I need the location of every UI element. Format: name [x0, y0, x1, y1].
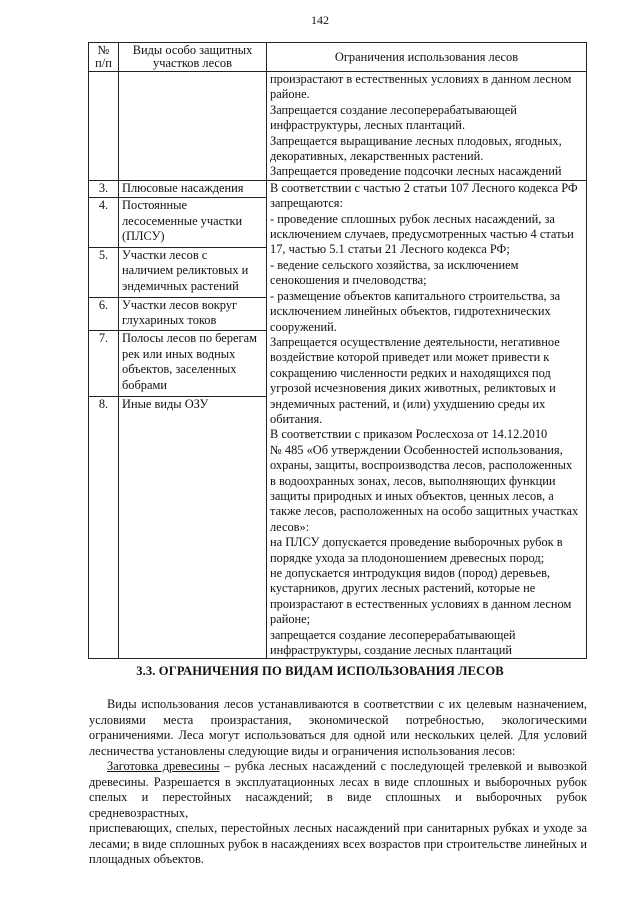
area-type-line: рек или иных водных	[122, 346, 236, 361]
row-number: 7.	[89, 331, 119, 397]
restriction-line: сокращению численности редких и находящихся под	[270, 365, 551, 380]
area-type-line: Участки лесов с	[122, 247, 208, 262]
restriction-line: Запрещается выращивание лесных плодовых, ягодных,	[270, 133, 562, 148]
header-area-types	[119, 43, 267, 72]
restriction-line: также лесов, расположенных на особо защитных участках	[270, 504, 579, 519]
restriction-line: 17, частью 5.1 статьи 21 Лесного кодекса РФ;	[270, 242, 510, 257]
area-type-line: бобрами	[122, 377, 167, 392]
restriction-line: произрастают в естественных условиях в данном лесном	[270, 596, 572, 611]
area-type-line: эндемичных растений	[122, 278, 239, 293]
area-type	[119, 297, 267, 331]
row-number: 4.	[89, 198, 119, 248]
row-number: 6.	[89, 297, 119, 331]
paragraph-line: лесами; в виде сплошных рубок в насаждениях всех возрастов при строительстве линейных и	[89, 836, 587, 851]
restriction-line: воздействие которой приведет или может привести к	[270, 350, 550, 365]
restriction-line: произрастают в естественных условиях в данном лесном	[270, 72, 572, 86]
area-type	[119, 180, 267, 197]
restriction-line: исключением линейных объектов, гидротехнических	[270, 304, 551, 319]
restriction-line: запрещаются:	[270, 196, 343, 211]
paragraph-line: древесины. Разрешается в эксплуатационных лесах в виде сплошных и выборочных рубок	[89, 774, 587, 789]
cell-type-empty	[119, 72, 267, 181]
restriction-line: В соответствии с частью 2 статьи 107 Лесного кодекса РФ	[270, 180, 578, 195]
restriction-line: декоративных, лекарственных растений.	[270, 149, 484, 164]
paragraph-line: ограничениями. Леса могут использоваться для одной или нескольких целей. Для условий	[89, 728, 587, 742]
restriction-line: Запрещается осуществление деятельности, негативное	[270, 334, 560, 349]
restriction-line: Запрещается проведение подсочки лесных насаждений	[270, 164, 562, 179]
restriction-line: № 485 «Об утверждении Особенностей использования,	[270, 442, 563, 457]
restriction-line: сооружений.	[270, 319, 337, 334]
restriction-line: защиты природных и иных объектов, ценных лесов, а	[270, 488, 554, 503]
restriction-line: - размещение объектов капитального строительства, за	[270, 288, 561, 303]
restriction-line: сенокошения и пчеловодства;	[270, 273, 427, 288]
restriction-line: Запрещается создание лесоперерабатывающей	[270, 102, 517, 117]
restriction-line: угрозой исчезновения диких животных, реликтовых и	[270, 381, 556, 396]
area-type-line: лесосеменные участки	[122, 213, 243, 228]
row-number: 8.	[89, 397, 119, 659]
area-type-line: глухариных токов	[122, 313, 217, 328]
restriction-line: на ПЛСУ допускается проведение выборочных рубок в	[270, 535, 563, 550]
header-number-line: №	[97, 43, 110, 57]
header-area-types-line: участков лесов	[153, 56, 232, 70]
restriction-line: инфраструктуры, создание лесных плантаций	[270, 643, 512, 658]
row-number: 5.	[89, 247, 119, 297]
restriction-line: в водоохранных зонах, лесов, выполняющих функции	[270, 473, 556, 488]
paragraph-line: лесничества установлены следующие виды и ограничения использования лесов:	[89, 743, 516, 758]
restriction-line: порядке ухода за плодоношением древесных пород;	[270, 550, 545, 565]
restriction-line: В соответствии с приказом Рослесхоза от 14.12.2010	[270, 427, 548, 442]
area-type-line: Постоянные	[122, 198, 187, 213]
restriction-line: инфраструктуры, лесных плантаций.	[270, 118, 466, 133]
header-area-types-line: Виды особо защитных	[132, 43, 253, 57]
restriction-line: - проведение сплошных рубок лесных насаждений, за	[270, 211, 555, 226]
header-restrictions: Ограничения использования лесов	[267, 43, 587, 72]
section-body	[89, 697, 587, 868]
header-number-line: п/п	[95, 56, 112, 70]
restriction-line: - ведение сельского хозяйства, за исключением	[270, 257, 519, 272]
restriction-line: эндемичных растений, и (или) ухудшению среды их	[270, 396, 546, 411]
paragraph-line: площадных объектов.	[89, 852, 204, 866]
table-row	[89, 180, 587, 197]
area-type	[119, 331, 267, 397]
table-row-continuation	[89, 72, 587, 181]
paragraph-line: спелых и перестойных насаждений; в виде сплошных и выборочных рубок средневозрастных,	[89, 790, 587, 820]
area-type-line: Плюсовые насаждения	[122, 180, 244, 195]
restriction-line: кустарников, других лесных растений, которые не	[270, 581, 536, 596]
row-number: 3.	[89, 180, 119, 197]
restriction-line: районе.	[270, 87, 310, 102]
area-type-line: (ПЛСУ)	[122, 228, 165, 243]
section-heading: 3.3. ОГРАНИЧЕНИЯ ПО ВИДАМ ИСПОЛЬЗОВАНИЯ ЛЕСОВ	[136, 664, 504, 678]
area-type-line: Иные виды ОЗУ	[122, 397, 209, 412]
area-type-line: наличием реликтовых и	[122, 263, 249, 278]
restriction-line: лесов»:	[270, 519, 310, 534]
paragraph-line	[89, 759, 587, 775]
restriction-line: запрещается создание лесоперерабатывающей	[270, 627, 516, 642]
area-type-line: Полосы лесов по берегам	[122, 331, 257, 346]
page-number: 142	[311, 13, 329, 27]
term-definition: – рубка лесных насаждений с последующей трелевкой и вывозкой	[219, 759, 587, 773]
area-type-line: Участки лесов вокруг	[122, 297, 238, 312]
term-underlined: Заготовка древесины	[107, 759, 220, 773]
area-type	[119, 247, 267, 297]
restriction-line: районе;	[270, 612, 311, 627]
paragraph-line: Виды использования лесов устанавливаются в соответствии с их целевым назначением,	[107, 697, 587, 711]
area-type	[119, 198, 267, 248]
header-number	[89, 43, 119, 72]
shared-restrictions	[267, 180, 587, 659]
table-header-row	[89, 43, 587, 72]
protective-areas-table	[88, 42, 587, 659]
restriction-line: исключением случаев, предусмотренных частью 4 статьи	[270, 227, 574, 242]
area-type	[119, 397, 267, 659]
paragraph-line: приспевающих, спелых, перестойных лесных насаждений при санитарных рубках и уходе за	[89, 821, 587, 835]
area-type-line: объектов, заселенных	[122, 362, 237, 377]
restriction-line: охраны, защиты, воспроизводства лесов, расположенных	[270, 458, 573, 473]
paragraph-line: условиями места произрастания, экономической потребностью, экологическими	[89, 712, 587, 727]
continuation-restrictions	[267, 72, 587, 181]
restriction-line: не допускается интродукция видов (пород) деревьев,	[270, 566, 551, 580]
cell-number-empty	[89, 72, 119, 181]
restriction-line: обитания.	[270, 411, 323, 426]
